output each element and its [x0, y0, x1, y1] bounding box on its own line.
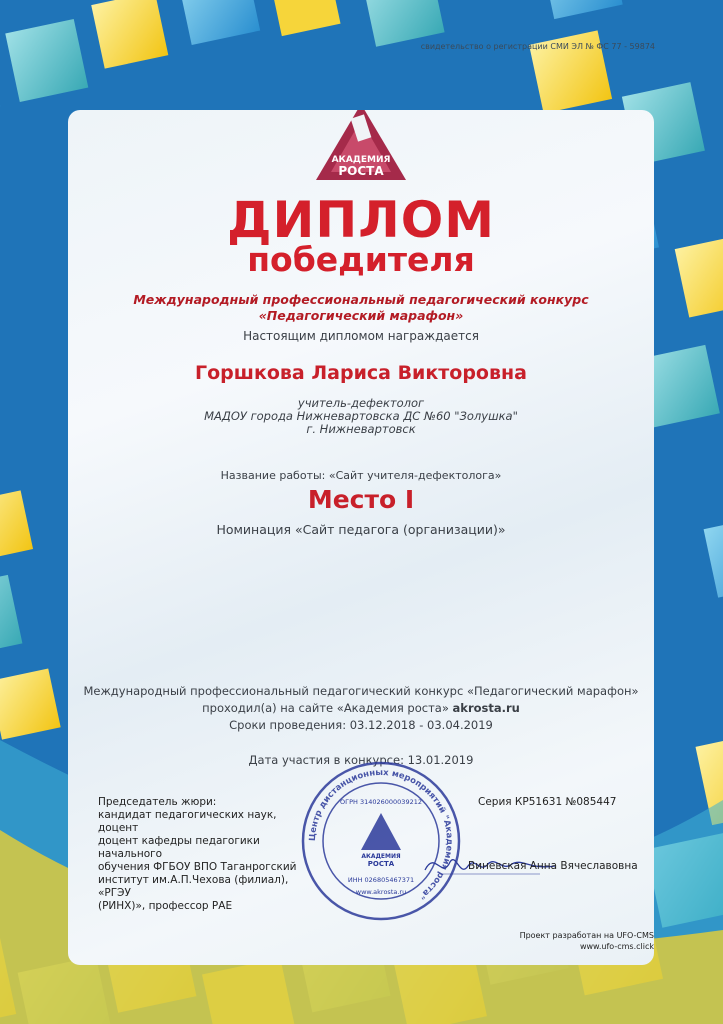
participation-date: Дата участия в конкурсе: 13.01.2019	[248, 753, 474, 767]
series-number: Серия КР51631 №085447	[478, 796, 617, 808]
work-title: Название работы: «Сайт учителя-дефектолога»	[220, 469, 502, 482]
jury-line: кандидат педагогических наук, доцент	[98, 809, 277, 834]
recipient-position: учитель-дефектолог	[297, 396, 425, 410]
diploma-card	[68, 110, 654, 965]
footer-credit	[404, 930, 654, 952]
footer-line1: Проект разработан на UFO-CMS	[519, 931, 654, 940]
seal-stamp	[298, 758, 464, 924]
jury-line: (РИНХ)», профессор РАЕ	[98, 900, 233, 912]
jury-line: институт им.А.П.Чехова (филиал), «РГЭУ	[98, 874, 289, 899]
stamp-site: www.akrosta.ru	[355, 888, 407, 896]
stamp-inn: ИНН 026805467371	[347, 876, 415, 884]
jury-block	[98, 796, 318, 913]
contest-name-line2: «Педагогический марафон»	[258, 308, 464, 323]
jury-line: Председатель жюри:	[98, 796, 217, 808]
logo-line1: АКАДЕМИЯ	[331, 155, 391, 165]
recipient-name: Горшкова Лариса Викторовна	[195, 362, 527, 384]
site-link[interactable]: akrosta.ru	[452, 701, 520, 715]
registration-text: свидетельство о регистрации СМИ ЭЛ № ФС 77 - 59874	[420, 42, 655, 51]
stamp-ogrn: ОГРН 314026000039212	[340, 798, 422, 806]
stamp-logo-line2: РОСТА	[367, 860, 395, 868]
footer-link[interactable]: www.ufo-cms.click	[579, 942, 654, 951]
info-dates: Сроки проведения: 03.12.2018 - 03.04.2019	[229, 718, 493, 732]
jury-line: доцент кафедры педагогики начального	[98, 835, 260, 860]
diploma-title: ДИПЛОМ	[226, 191, 495, 249]
academy-logo	[306, 110, 416, 192]
recipient-city: г. Нижневартовск	[306, 422, 416, 436]
diploma-subtitle: победителя	[247, 240, 475, 279]
info-line1: Международный профессиональный педагогический конкурс «Педагогический марафон»	[83, 684, 639, 698]
nomination: Номинация «Сайт педагога (организации)»	[216, 522, 506, 537]
recipient-organization: МАДОУ города Нижневартовска ДС №60 "Золушка"	[204, 409, 518, 423]
stamp-logo-line1: АКАДЕМИЯ	[361, 853, 401, 860]
place: Место I	[307, 485, 415, 514]
logo-line2: РОСТА	[338, 164, 384, 178]
info-line2-prefix: проходил(а) на сайте «Академия роста»	[202, 701, 449, 715]
info-line2	[68, 700, 654, 716]
chairman-name: Виневская Анна Вячеславовна	[468, 860, 638, 872]
stamp-ring-text: Центр дистанционных мероприятий "Академия роста"	[307, 767, 455, 901]
awarded-text: Настоящим дипломом награждается	[243, 329, 479, 343]
contest-name-line1: Международный профессиональный педагогический конкурс	[133, 292, 589, 307]
jury-line: обучения ФГБОУ ВПО Таганрогский	[98, 861, 297, 873]
